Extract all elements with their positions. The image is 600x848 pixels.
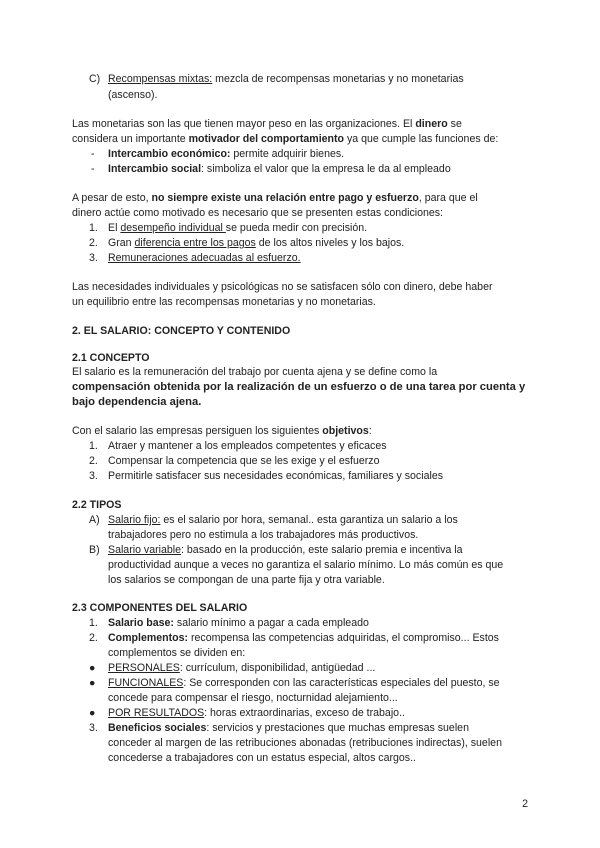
text: se pueda medir con precisión. (225, 222, 368, 234)
list-item (108, 722, 469, 735)
text: : servicios y prestaciones que muchas empresas suelen (206, 722, 469, 734)
list-item-cont: productividad aunque a veces no garantiza el salario mínimo. Lo más común es que (108, 559, 504, 571)
bold-text: dinero (415, 118, 448, 130)
underlined-text: diferencia entre los pagos (134, 237, 256, 249)
list-marker: B) (89, 544, 100, 556)
underlined-text: POR RESULTADOS (108, 707, 205, 719)
list-item (108, 222, 367, 235)
paragraph-line: El salario es la remuneración del trabajo por cuenta ajena y se define como la (72, 366, 438, 378)
list-item: Atraer y mantener a los empleados competentes y eficaces (108, 440, 387, 452)
list-marker: 3. (89, 722, 98, 734)
paragraph-line (72, 192, 478, 205)
bold-text: Intercambio económico: (108, 148, 231, 160)
bold-text: no siempre existe una relación entre pago y esfuerzo (151, 192, 419, 204)
underlined-text: PERSONALES (108, 662, 180, 674)
list-marker: 3. (89, 252, 98, 264)
bullet-marker: ● (89, 707, 96, 719)
bold-text: Complementos: (108, 632, 189, 644)
list-item (108, 148, 344, 161)
text: Gran (108, 237, 135, 249)
bold-text: Intercambio social (108, 163, 202, 175)
text: ya que cumple las funciones de: (344, 133, 499, 145)
list-item-c (108, 73, 464, 86)
list-item-c-cont: (ascenso). (108, 89, 158, 101)
bold-text: objetivos (322, 425, 369, 437)
list-item (108, 252, 301, 265)
list-marker: - (91, 148, 95, 160)
text: : basado en la producción, este salario premia e incentiva la (181, 544, 463, 556)
list-item-cont: complementos se dividen en: (108, 647, 246, 659)
list-item: Permitirle satisfacer sus necesidades económicas, familiares y sociales (108, 470, 444, 482)
list-marker: 1. (89, 222, 98, 234)
list-marker: - (91, 163, 95, 175)
paragraph-line: dinero actúe como motivado es necesario que se presenten estas condiciones: (72, 207, 444, 219)
text: permite adquirir bienes. (230, 148, 345, 160)
list-marker: 2. (89, 455, 98, 467)
bullet-item (108, 662, 375, 675)
list-item (108, 163, 451, 176)
paragraph-line-bold: bajo dependencia ajena. (72, 396, 202, 408)
paragraph-line: Las necesidades individuales y psicológicas no se satisfacen sólo con dinero, debe haber (72, 281, 493, 293)
paragraph-line (72, 118, 462, 131)
bullet-marker: ● (89, 662, 96, 674)
list-marker: 1. (89, 617, 98, 629)
text: Las monetarias son las que tienen mayor peso en las organizaciones. El (72, 118, 416, 130)
list-item-cont: concederse a trabajadores con un estatus especial, altos cargos.. (108, 752, 416, 764)
paragraph-line (72, 133, 498, 146)
bullet-item-cont: concede para compensar el riesgo, nocturnidad alejamiento... (108, 692, 398, 704)
text: : (368, 425, 372, 437)
list-marker: 1. (89, 440, 98, 452)
bold-text: motivador del comportamiento (188, 133, 345, 145)
text: salario mínimo a pagar a cada empleado (173, 617, 369, 629)
term: Recompensas mixtas: (108, 73, 213, 85)
bullet-marker: ● (89, 677, 96, 689)
list-marker: 2. (89, 632, 98, 644)
text: : simboliza el valor que la empresa le da al empleado (201, 163, 451, 175)
underlined-text: FUNCIONALES (108, 677, 184, 689)
text: se (447, 118, 462, 130)
bullet-item (108, 707, 405, 720)
paragraph-line-bold: compensación obtenida por la realización de un esfuerzo o de una tarea por cuenta y (72, 381, 526, 393)
list-item-cont: conceder al margen de las retribuciones abonadas (retribuciones indirectas), suelen (108, 737, 502, 749)
bold-text: Beneficios sociales (108, 722, 207, 734)
list-item-cont: trabajadores pero no estimula a los trabajadores más productivos. (108, 529, 419, 541)
term: Salario fijo: (108, 514, 161, 526)
text: es el salario por hora, semanal.. esta garantiza un salario a los (160, 514, 458, 526)
list-marker: C) (89, 73, 101, 85)
list-item (108, 514, 458, 527)
list-item: Compensar la competencia que se les exige y el esfuerzo (108, 455, 380, 467)
text: recompensa las competencias adquiridas, el compromiso... Estos (188, 632, 499, 644)
text: A pesar de esto, (72, 192, 152, 204)
text: de los altos niveles y los bajos. (255, 237, 405, 249)
text: : currículum, disponibilidad, antigüedad ... (179, 662, 376, 674)
subsection-title: 2.1 CONCEPTO (72, 352, 150, 364)
subsection-title: 2.3 COMPONENTES DEL SALARIO (72, 602, 248, 614)
section-title: 2. EL SALARIO: CONCEPTO Y CONTENIDO (72, 325, 291, 337)
underlined-text: desempeño individual (120, 222, 226, 234)
page-number: 2 (522, 798, 528, 810)
paragraph-line: un equilibrio entre las recompensas monetarias y no monetarias. (72, 296, 376, 308)
bullet-item (108, 677, 500, 690)
paragraph-line (72, 425, 372, 438)
text: , para que el (418, 192, 478, 204)
text: : Se corresponden con las características especiales del puesto, se (183, 677, 500, 689)
text: mezcla de recompensas monetarias y no monetarias (212, 73, 464, 85)
list-item (108, 617, 369, 630)
subsection-title: 2.2 TIPOS (72, 499, 122, 511)
bold-text: Salario base: (108, 617, 174, 629)
list-item (108, 237, 404, 250)
list-item (108, 544, 463, 557)
text: Con el salario las empresas persiguen los siguientes (72, 425, 323, 437)
list-item-cont: los salarios se compongan de una parte fija y otra variable. (108, 574, 385, 586)
list-marker: 2. (89, 237, 98, 249)
text: considera un importante (72, 133, 189, 145)
text: El (108, 222, 121, 234)
term: Salario variable (108, 544, 182, 556)
underlined-text: Remuneraciones adecuadas al esfuerzo. (108, 252, 301, 264)
list-item (108, 632, 499, 645)
text: : horas extraordinarias, exceso de trabajo.. (204, 707, 405, 719)
list-marker: A) (89, 514, 100, 526)
list-marker: 3. (89, 470, 98, 482)
